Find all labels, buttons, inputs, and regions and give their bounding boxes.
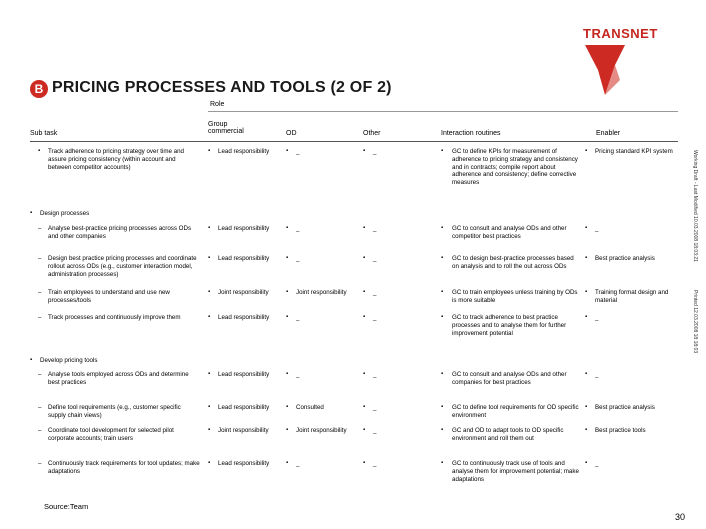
page-title: PRICING PROCESSES AND TOOLS (2 OF 2) bbox=[52, 79, 392, 96]
dash: – bbox=[38, 225, 42, 232]
bullet: ▪ bbox=[286, 371, 289, 377]
table-cell-interaction: GC to consult and analyse ODs and other companies for best practices bbox=[452, 371, 567, 386]
table-cell-interaction: GC to consult and analyse ODs and other competitor best practices bbox=[452, 225, 567, 240]
table-cell-subtask: Track adherence to pricing strategy over time and assure pricing consistency (within account and between competitor accounts) bbox=[48, 148, 184, 171]
dash: – bbox=[38, 314, 42, 321]
table-cell-interaction: GC to define tool requirements for OD specific environment bbox=[452, 404, 579, 419]
table-cell-enabler: _ bbox=[595, 460, 599, 467]
bullet: ▪ bbox=[208, 460, 211, 466]
table-cell-enabler: _ bbox=[595, 314, 599, 321]
table-cell-other: _ bbox=[373, 404, 377, 411]
dash: – bbox=[38, 289, 42, 296]
header-subtask: Sub task bbox=[30, 130, 58, 137]
source-note: Source:Team bbox=[44, 502, 89, 511]
bullet: ▪ bbox=[30, 210, 33, 216]
dash: – bbox=[38, 371, 42, 378]
bullet: ▪ bbox=[585, 148, 588, 154]
table-cell-interaction: GC and OD to adapt tools to OD specific environment and roll them out bbox=[452, 427, 564, 442]
bullet: ▪ bbox=[208, 225, 211, 231]
side-note-draft: Working Draft - Last Modified 10.03.2008 18:03:21 bbox=[692, 150, 698, 262]
bullet: ▪ bbox=[585, 427, 588, 433]
header-other: Other bbox=[363, 130, 381, 137]
bullet: ▪ bbox=[286, 255, 289, 261]
table-cell-od: Joint responsibility bbox=[296, 289, 347, 296]
bullet: ▪ bbox=[30, 357, 33, 363]
bullet: ▪ bbox=[286, 314, 289, 320]
table-cell-od: Joint responsibility bbox=[296, 427, 347, 434]
table-cell-enabler: _ bbox=[595, 225, 599, 232]
table-cell-enabler: _ bbox=[595, 371, 599, 378]
table-cell-subtask: Coordinate tool development for selected pilot corporate accounts; train users bbox=[48, 427, 174, 442]
page-number: 30 bbox=[675, 512, 686, 522]
transnet-logo-icon bbox=[560, 40, 690, 100]
table-cell-subtask: Analyse best-practice pricing processes across ODs and other companies bbox=[48, 225, 192, 240]
role-divider bbox=[208, 111, 678, 112]
table-cell-subtask: Continuously track requirements for tool updates; make adaptations bbox=[48, 460, 200, 475]
role-label: Role bbox=[210, 101, 225, 108]
table-cell-other: _ bbox=[373, 255, 377, 262]
table-cell-subtask: Track processes and continuously improve them bbox=[48, 314, 181, 321]
bullet: ▪ bbox=[585, 225, 588, 231]
table-cell-gc: Lead responsibility bbox=[218, 148, 270, 155]
bullet: ▪ bbox=[363, 371, 366, 377]
table-cell-gc: Joint responsibility bbox=[218, 427, 269, 434]
bullet: ▪ bbox=[208, 404, 211, 410]
bullet: ▪ bbox=[286, 404, 289, 410]
header-interaction: Interaction routines bbox=[441, 130, 501, 137]
table-cell-other: _ bbox=[373, 314, 377, 321]
dash: – bbox=[38, 404, 42, 411]
table-cell-other: _ bbox=[373, 427, 377, 434]
bullet: ▪ bbox=[363, 404, 366, 410]
table-cell-subtask: Define tool requirements (e.g., customer specific supply chain views) bbox=[48, 404, 181, 419]
bullet: ▪ bbox=[286, 225, 289, 231]
bullet: ▪ bbox=[585, 460, 588, 466]
dash: – bbox=[38, 460, 42, 467]
bullet: ▪ bbox=[38, 148, 41, 154]
bullet: ▪ bbox=[441, 225, 444, 231]
table-cell-subtask: Design best practice pricing processes and coordinate rollout across ODs (e.g., customer interaction model, administration processes) bbox=[48, 255, 197, 278]
bullet: ▪ bbox=[441, 427, 444, 433]
table-cell-gc: Lead responsibility bbox=[218, 225, 270, 232]
table-cell-interaction: GC to train employees unless training by ODs is more suitable bbox=[452, 289, 578, 304]
table-cell-other: _ bbox=[373, 460, 377, 467]
table-cell-enabler: Best practice analysis bbox=[595, 255, 655, 262]
table-cell-od: _ bbox=[296, 460, 300, 467]
bullet: ▪ bbox=[286, 289, 289, 295]
bullet: ▪ bbox=[286, 460, 289, 466]
bullet: ▪ bbox=[441, 460, 444, 466]
bullet: ▪ bbox=[363, 314, 366, 320]
table-cell-od: _ bbox=[296, 255, 300, 262]
table-cell-od: _ bbox=[296, 314, 300, 321]
table-cell-gc: Lead responsibility bbox=[218, 371, 270, 378]
bullet: ▪ bbox=[363, 427, 366, 433]
table-cell-gc: Lead responsibility bbox=[218, 255, 270, 262]
bullet: ▪ bbox=[441, 255, 444, 261]
table-cell-enabler: Best practice analysis bbox=[595, 404, 655, 411]
table-cell-od: _ bbox=[296, 148, 300, 155]
section-heading: Develop pricing tools bbox=[40, 357, 98, 364]
bullet: ▪ bbox=[208, 148, 211, 154]
table-cell-other: _ bbox=[373, 289, 377, 296]
bullet: ▪ bbox=[585, 314, 588, 320]
section-heading: Design processes bbox=[40, 210, 90, 217]
header-od: OD bbox=[286, 130, 297, 137]
table-cell-gc: Lead responsibility bbox=[218, 314, 270, 321]
table-cell-gc: Joint responsibility bbox=[218, 289, 269, 296]
bullet: ▪ bbox=[363, 255, 366, 261]
bullet: ▪ bbox=[286, 148, 289, 154]
bullet: ▪ bbox=[363, 289, 366, 295]
bullet: ▪ bbox=[286, 427, 289, 433]
table-cell-other: _ bbox=[373, 148, 377, 155]
bullet: ▪ bbox=[585, 371, 588, 377]
section-badge: B bbox=[30, 80, 48, 98]
bullet: ▪ bbox=[441, 404, 444, 410]
transnet-logo: TRANSNET bbox=[583, 26, 658, 41]
table-cell-od: _ bbox=[296, 225, 300, 232]
dash: – bbox=[38, 255, 42, 262]
bullet: ▪ bbox=[441, 314, 444, 320]
bullet: ▪ bbox=[363, 460, 366, 466]
table-cell-interaction: GC to continuously track use of tools and analyse them for improvement potential; make adaptations bbox=[452, 460, 579, 483]
bullet: ▪ bbox=[208, 427, 211, 433]
table-cell-interaction: GC to design best-practice processes based on analysis and to roll the out across ODs bbox=[452, 255, 574, 270]
table-cell-gc: Lead responsibility bbox=[218, 404, 270, 411]
bullet: ▪ bbox=[208, 289, 211, 295]
table-cell-enabler: Best practice tools bbox=[595, 427, 646, 434]
bullet: ▪ bbox=[208, 371, 211, 377]
bullet: ▪ bbox=[363, 225, 366, 231]
bullet: ▪ bbox=[585, 404, 588, 410]
header-group-commercial: Group commercial bbox=[208, 121, 244, 135]
table-cell-od: _ bbox=[296, 371, 300, 378]
table-cell-other: _ bbox=[373, 225, 377, 232]
bullet: ▪ bbox=[441, 289, 444, 295]
table-cell-subtask: Train employees to understand and use new processes/tools bbox=[48, 289, 170, 304]
bullet: ▪ bbox=[363, 148, 366, 154]
bullet: ▪ bbox=[208, 255, 211, 261]
dash: – bbox=[38, 427, 42, 434]
table-cell-od: Consulted bbox=[296, 404, 324, 411]
table-cell-enabler: Training format design and material bbox=[595, 289, 669, 304]
header-enabler: Enabler bbox=[596, 130, 621, 137]
table-cell-interaction: GC to define KPIs for measurement of adherence to pricing strategy and consistency and in contracts; compile report about adherence and consistency; define corrective measures bbox=[452, 148, 578, 186]
table-cell-gc: Lead responsibility bbox=[218, 460, 270, 467]
bullet: ▪ bbox=[441, 148, 444, 154]
table-cell-enabler: Pricing standard KPI system bbox=[595, 148, 673, 155]
bullet: ▪ bbox=[441, 371, 444, 377]
table-cell-interaction: GC to track adherence to best practice processes and to analyse them for further improvement potential bbox=[452, 314, 567, 337]
side-note-printed: Printed 12.03.2008 18:18:03 bbox=[692, 290, 698, 354]
table-cell-other: _ bbox=[373, 371, 377, 378]
bullet: ▪ bbox=[585, 289, 588, 295]
bullet: ▪ bbox=[208, 314, 211, 320]
header-divider bbox=[30, 141, 678, 142]
bullet: ▪ bbox=[585, 255, 588, 261]
table-cell-subtask: Analyse tools employed across ODs and determine best practices bbox=[48, 371, 189, 386]
